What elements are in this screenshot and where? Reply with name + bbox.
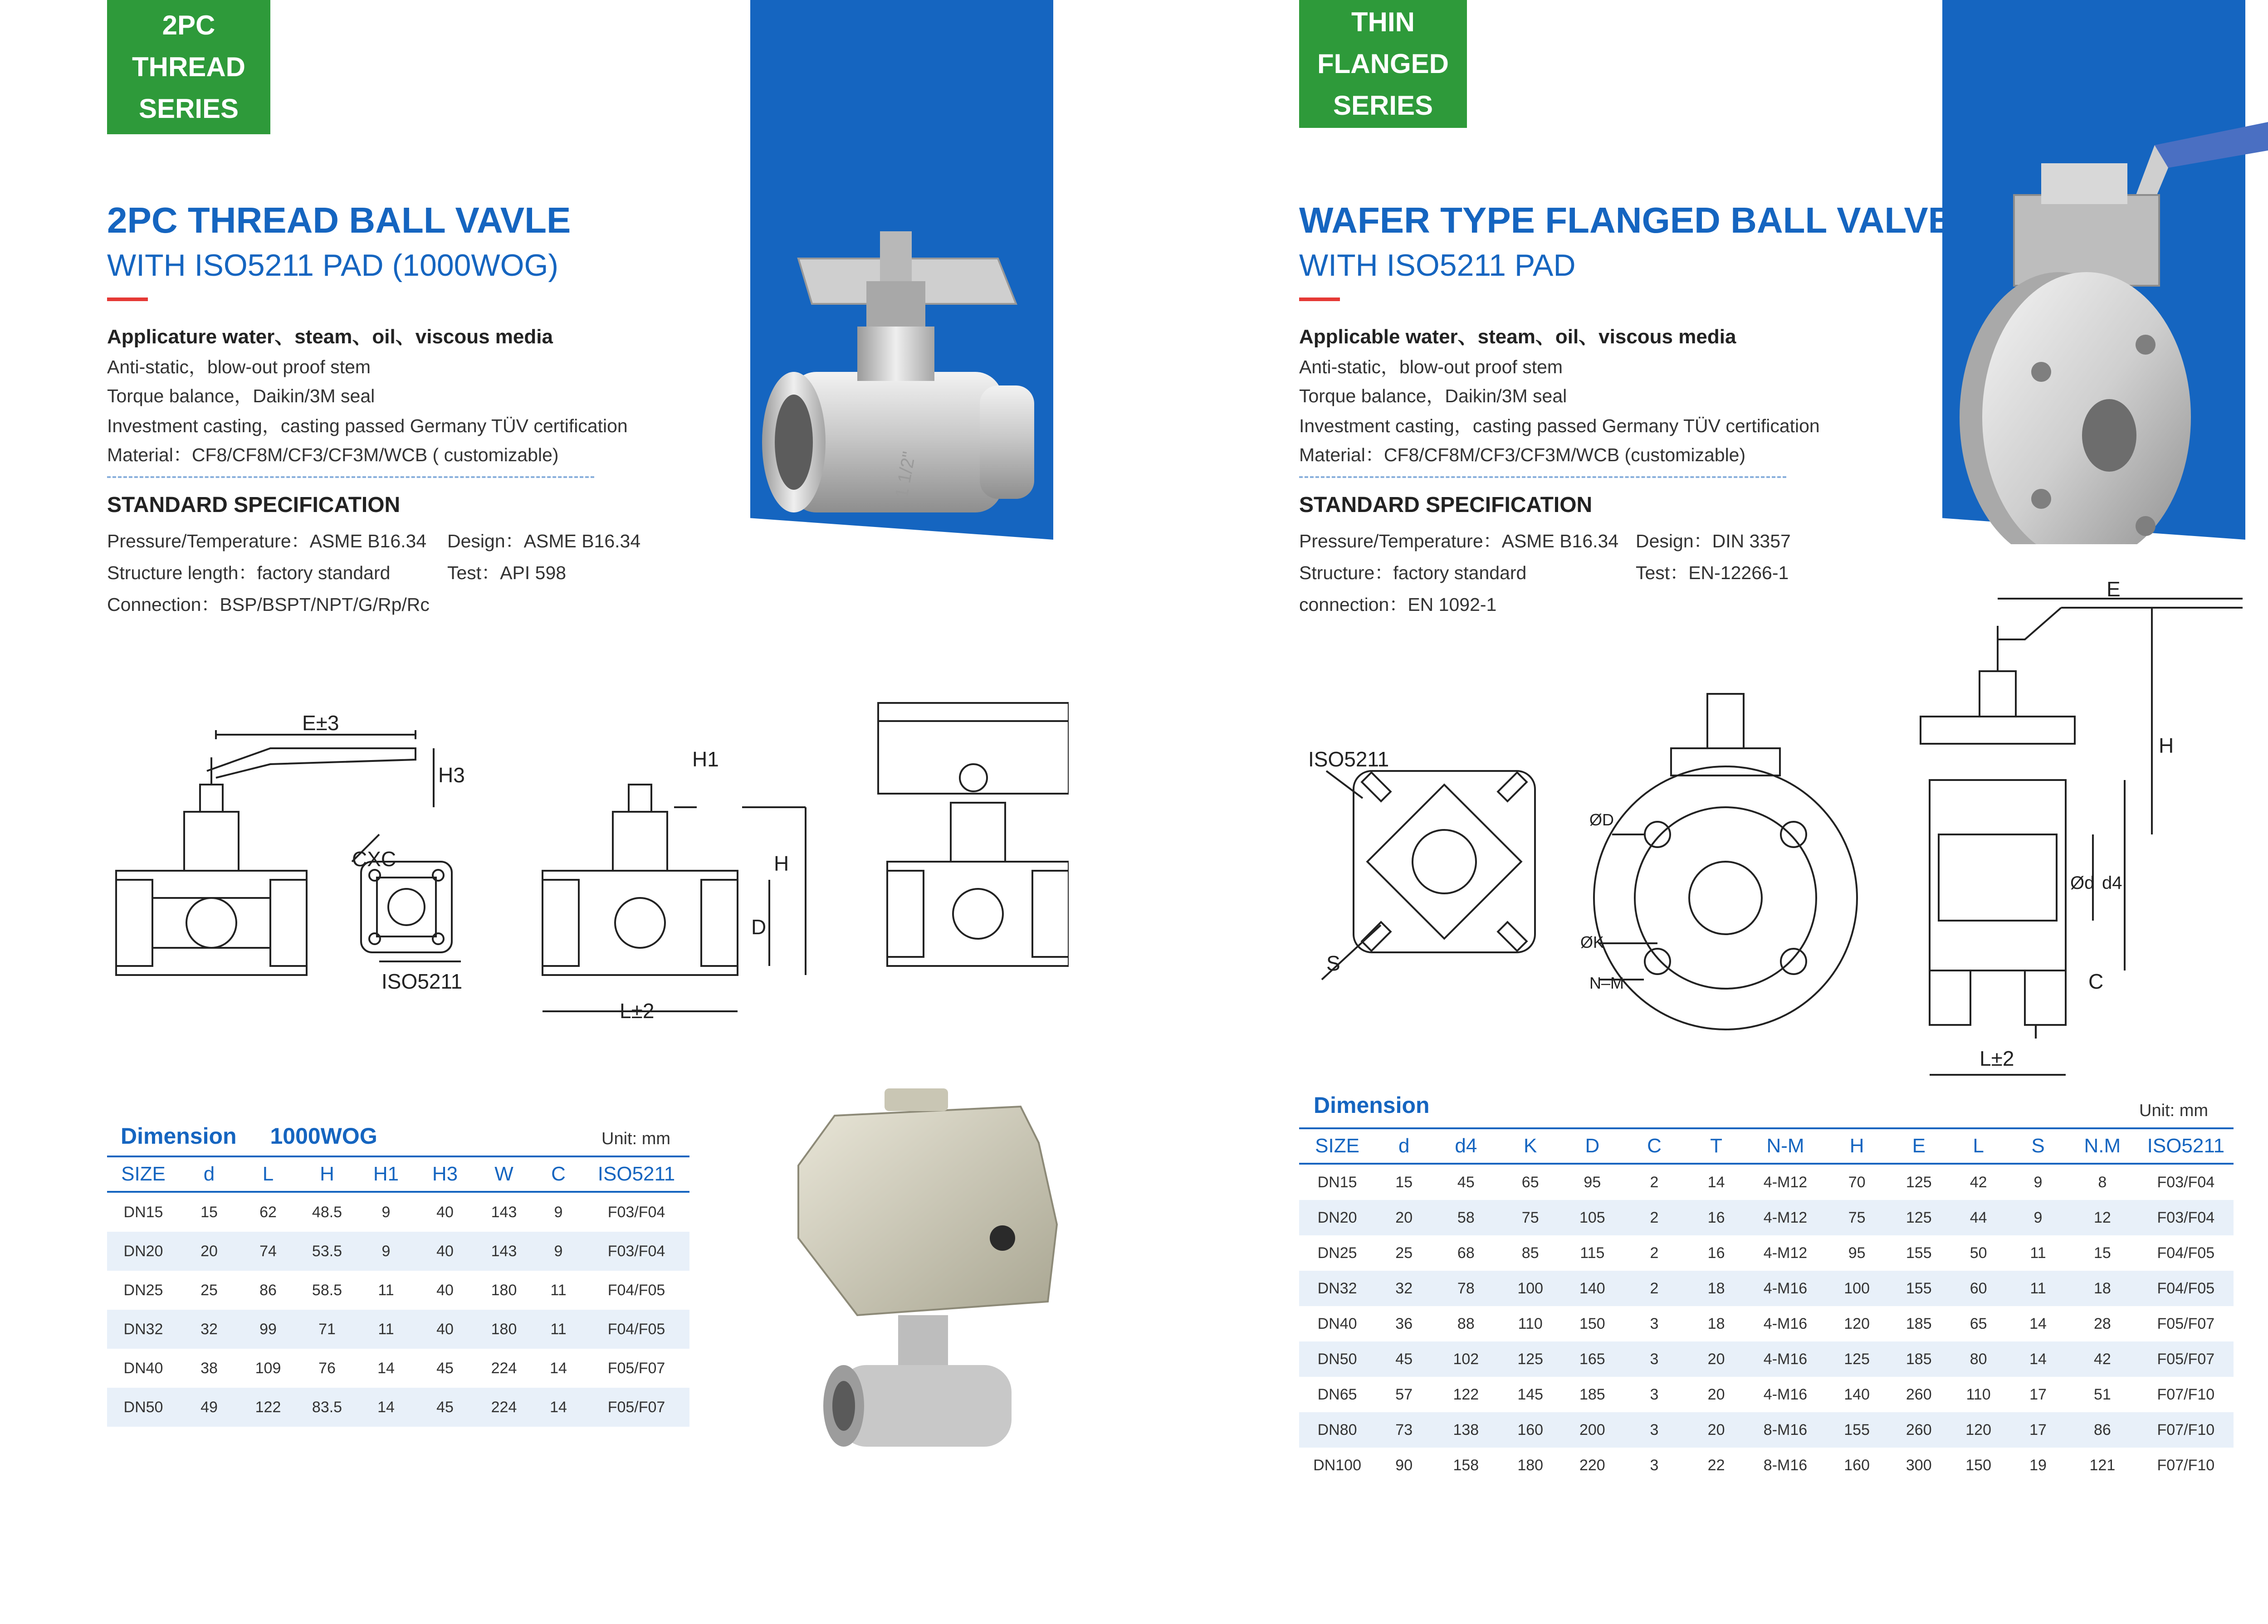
table-cell: 14 [2009,1341,2067,1377]
left-title: 2PC THREAD BALL VAVLE [107,200,571,240]
dim-label-l-right: L±2 [1980,1047,2014,1070]
table-cell: 4-M12 [1747,1200,1823,1235]
table-cell: DN40 [1317,1315,1357,1332]
table-cell: 2 [1623,1271,1686,1306]
table-cell: 83.5 [298,1388,357,1427]
dim-label-nm: N–M [1589,974,1624,992]
right-series-tag-line2: SERIES [1333,90,1433,121]
table-cell: 11 [533,1310,583,1349]
table-cell: 90 [1395,1456,1413,1474]
table-cell: 11 [2030,1244,2046,1262]
table-cell: 14 [357,1388,415,1427]
dim-label-l: L±2 [620,999,655,1023]
table-cell: 121 [2089,1456,2116,1474]
svg-text:1 1/2": 1 1/2" [891,450,919,500]
table-cell: 165 [1561,1341,1623,1377]
table-cell: 75 [1823,1200,1890,1235]
table-row [1299,1341,2234,1377]
wafer-valve-product-image [1955,91,2268,544]
left-series-tag [107,0,270,134]
table-cell: 20 [1375,1200,1432,1235]
table-cell: 8-M16 [1763,1456,1808,1474]
table-cell: 22 [1707,1456,1725,1474]
left-spec-1b: Design：ASME B16.34 [447,531,641,551]
table-cell: 14 [377,1359,395,1377]
table-cell: DN32 [1299,1271,1375,1306]
right-col-header: T [1685,1128,1747,1164]
table-cell: 4-M12 [1763,1244,1808,1262]
table-cell: 18 [2067,1271,2138,1306]
table-cell: 44 [1947,1200,2009,1235]
table-cell: 200 [1561,1412,1623,1448]
right-col-header: C [1623,1128,1686,1164]
table-cell: DN50 [107,1388,180,1427]
table-cell: 49 [180,1388,239,1427]
table-row [107,1388,689,1427]
table-cell: 15 [1395,1173,1413,1191]
table-cell: 62 [259,1203,277,1221]
table-cell: 11 [550,1281,567,1299]
table-cell: 100 [1499,1271,1561,1306]
table-cell: 110 [1966,1385,1991,1403]
table-cell: 14 [2029,1315,2047,1332]
dim-label-d: D [751,915,767,939]
dim-label-e: E±3 [302,711,339,735]
table-cell: 32 [180,1310,239,1349]
right-series-tag-line1: THIN FLANGED [1317,7,1449,79]
table-cell: 38 [200,1359,218,1377]
table-cell: F04/F05 [607,1281,665,1299]
table-cell: 2 [1623,1200,1686,1235]
table-cell: 2 [1650,1173,1659,1191]
table-cell: 105 [1561,1200,1623,1235]
table-cell: 99 [239,1310,298,1349]
table-cell: 100 [1823,1271,1890,1306]
left-col-header: H1 [357,1156,415,1192]
left-spec-1a: Pressure/Temperature：ASME B16.34 [107,531,427,551]
right-series-tag [1299,0,1467,128]
left-spec-heading: STANDARD SPECIFICATION [107,493,401,517]
left-dimension-table [107,1156,689,1427]
table-cell: 125 [1906,1173,1932,1191]
right-col-header: N-M [1747,1128,1823,1164]
table-cell: 3 [1650,1456,1659,1474]
left-feature-3: Investment casting，casting passed Germany TÜV certification [107,415,628,436]
left-spec-2a: Structure length：factory standard [107,562,391,583]
right-col-header: K [1499,1128,1561,1164]
table-cell: 185 [1579,1385,1605,1403]
table-cell: 17 [2009,1412,2067,1448]
table-cell: 95 [1584,1173,1601,1191]
table-cell: 9 [357,1232,415,1271]
table-cell: 20 [180,1232,239,1271]
table-cell: F04/F05 [2157,1244,2215,1262]
right-spec-3a: connection：EN 1092-1 [1299,594,1497,615]
table-cell: 65 [1521,1173,1539,1191]
right-unit-label: Unit: mm [2139,1101,2208,1120]
left-series-tag-line2: SERIES [138,93,239,124]
table-cell: 180 [491,1281,517,1299]
table-cell: 224 [474,1388,533,1427]
table-row [107,1349,689,1388]
table-cell: 125 [1499,1341,1561,1377]
left-feature-2: Torque balance，Daikin/3M seal [107,385,375,406]
table-row [1299,1412,2234,1448]
table-cell: 150 [1579,1315,1605,1332]
table-cell: 48.5 [312,1203,342,1221]
table-cell: 25 [1395,1244,1413,1262]
table-cell: 42 [1970,1173,1987,1191]
table-cell: 120 [1844,1315,1870,1332]
table-cell: 74 [239,1232,298,1271]
left-spec-2b: Test：API 598 [447,562,567,583]
ball-valve-product-image [744,218,1070,562]
table-cell: DN100 [1313,1456,1361,1474]
right-subtitle: WITH ISO5211 PAD [1299,248,1576,283]
table-cell: 2 [1650,1244,1659,1262]
table-row [107,1232,689,1271]
dim-label-od-small: Ød [2070,873,2095,893]
dim-label-s: S [1326,951,1340,975]
table-cell: 12 [2067,1200,2138,1235]
left-subtitle: WITH ISO5211 PAD (1000WOG) [107,248,559,283]
table-cell: 45 [1375,1341,1432,1377]
table-cell: 45 [436,1359,454,1377]
table-cell: 143 [474,1232,533,1271]
table-cell: 224 [491,1359,517,1377]
left-col-header: L [239,1156,298,1192]
table-cell: 115 [1580,1244,1605,1262]
table-cell: 125 [1890,1200,1947,1235]
right-col-header: E [1890,1128,1947,1164]
dim-label-iso-right: ISO5211 [1308,747,1389,771]
right-feature-4: Material：CF8/CF8M/CF3/CF3M/WCB (customizable) [1299,444,1746,465]
right-col-header: ISO5211 [2138,1128,2234,1164]
table-cell: 4-M16 [1747,1341,1823,1377]
table-cell: F05/F07 [2138,1341,2234,1377]
table-cell: 95 [1848,1244,1866,1262]
table-row [1299,1377,2234,1412]
table-cell: 140 [1844,1385,1870,1403]
left-col-header: H [298,1156,357,1192]
dim-label-h: H [774,852,789,875]
table-cell: 28 [2093,1315,2111,1332]
right-spec-heading: STANDARD SPECIFICATION [1299,493,1593,517]
table-cell: 120 [1947,1412,2009,1448]
table-cell: DN15 [123,1203,163,1221]
table-cell: 78 [1432,1271,1499,1306]
table-cell: 9 [533,1232,583,1271]
table-cell: DN50 [1299,1341,1375,1377]
dim-label-c: C [2088,970,2104,993]
table-cell: 65 [1970,1315,1987,1332]
table-cell: 50 [1970,1244,1987,1262]
table-cell: F07/F10 [2157,1385,2215,1403]
table-cell: 220 [1579,1456,1605,1474]
right-col-header: L [1947,1128,2009,1164]
table-cell: 3 [1650,1315,1659,1332]
table-cell: 20 [1685,1341,1747,1377]
right-spec-1b: Design：DIN 3357 [1636,531,1791,551]
table-cell: 25 [200,1281,218,1299]
dim-label-t: T [2029,1019,2043,1043]
table-cell: 110 [1518,1315,1543,1332]
left-features-heading: Applicature water、steam、oil、viscous media [107,326,553,348]
right-spec-2b: Test：EN-12266-1 [1636,562,1789,583]
left-col-header: H3 [415,1156,474,1192]
table-cell: F04/F05 [2138,1271,2234,1306]
table-cell: 40 [415,1310,474,1349]
left-feature-1: Anti-static，blow-out proof stem [107,356,371,377]
right-spec-1a: Pressure/Temperature：ASME B16.34 [1299,531,1619,551]
table-cell: 18 [1685,1271,1747,1306]
right-col-header: d4 [1432,1128,1499,1164]
table-cell: 68 [1457,1244,1475,1262]
table-row [1299,1164,2234,1200]
table-cell: DN32 [107,1310,180,1349]
table-cell: 9 [381,1203,391,1221]
table-row [1299,1200,2234,1235]
table-row [107,1192,689,1232]
table-cell: 260 [1890,1412,1947,1448]
table-cell: 14 [550,1359,567,1377]
table-cell: 150 [1965,1456,1991,1474]
right-spec-2a: Structure：factory standard [1299,562,1527,583]
left-accent-line [107,297,148,301]
table-cell: 76 [318,1359,336,1377]
table-cell: 102 [1432,1341,1499,1377]
table-cell: 75 [1499,1200,1561,1235]
table-cell: 9 [554,1203,563,1221]
table-cell: 158 [1453,1456,1479,1474]
table-cell: 155 [1906,1244,1932,1262]
left-unit-label: Unit: mm [601,1129,670,1148]
table-row [107,1271,689,1310]
right-title: WAFER TYPE FLANGED BALL VALVE [1299,200,1953,240]
dim-label-ok: ØK [1580,933,1604,951]
table-cell: 42 [2067,1341,2138,1377]
left-dimension-heading [121,1123,377,1149]
table-cell: 36 [1395,1315,1413,1332]
table-cell: 45 [1457,1173,1475,1191]
table-cell: 3 [1623,1341,1686,1377]
table-cell: 9 [2033,1173,2043,1191]
table-cell: DN20 [107,1232,180,1271]
left-dimension-title: Dimension [121,1123,237,1149]
table-cell: 15 [2093,1244,2111,1262]
right-feature-2: Torque balance，Daikin/3M seal [1299,385,1567,406]
right-dimension-table [1299,1127,2234,1483]
table-cell: 19 [2029,1456,2047,1474]
table-cell: 20 [1685,1412,1747,1448]
dim-label-h3: H3 [438,763,465,787]
right-col-header: S [2009,1128,2067,1164]
wafer-valve-technical-drawings [1299,580,2261,1088]
table-cell: 18 [1707,1315,1725,1332]
table-cell: DN25 [123,1281,163,1299]
table-cell: 3 [1623,1412,1686,1448]
left-spec-3a: Connection：BSP/BSPT/NPT/G/Rp/Rc [107,594,430,615]
table-cell: 140 [1561,1271,1623,1306]
dim-label-iso: ISO5211 [381,970,463,993]
table-cell: 122 [1453,1385,1479,1403]
table-cell: 86 [2067,1412,2138,1448]
table-cell: 3 [1650,1385,1659,1403]
table-cell: 60 [1947,1271,2009,1306]
table-cell: DN80 [1299,1412,1375,1448]
table-cell: 8-M16 [1747,1412,1823,1448]
table-cell: 125 [1823,1341,1890,1377]
table-cell: 51 [2093,1385,2111,1403]
dim-label-h-right: H [2159,734,2174,757]
right-features-heading: Applicable water、steam、oil、viscous media [1299,326,1736,348]
left-col-header: d [180,1156,239,1192]
dim-label-d4: d4 [2102,873,2122,893]
table-cell: 16 [1707,1244,1725,1262]
right-divider [1299,476,1786,478]
left-series-tag-line1: 2PC THREAD [132,10,245,82]
table-cell: 11 [357,1310,415,1349]
table-cell: 73 [1375,1412,1432,1448]
left-dimension-pressure: 1000WOG [270,1123,377,1149]
right-dimension-heading: Dimension [1314,1092,1430,1118]
table-cell: 15 [200,1203,218,1221]
table-cell: 16 [1685,1200,1747,1235]
table-cell: 4-M16 [1747,1271,1823,1306]
right-accent-line [1299,297,1340,301]
table-row [1299,1235,2234,1271]
table-cell: 85 [1521,1244,1539,1262]
table-cell: 109 [255,1359,281,1377]
table-cell: F03/F04 [607,1203,665,1221]
table-cell: 70 [1848,1173,1866,1191]
table-cell: 40 [436,1281,454,1299]
left-col-header: SIZE [107,1156,180,1192]
table-cell: 8 [2098,1173,2107,1191]
table-cell: DN15 [1317,1173,1357,1191]
table-row [1299,1306,2234,1341]
thread-valve-technical-drawings [107,680,1069,1043]
table-row [1299,1271,2234,1306]
table-cell: 4-M16 [1763,1315,1808,1332]
table-cell: 32 [1375,1271,1432,1306]
table-cell: DN20 [1299,1200,1375,1235]
table-cell: 185 [1890,1341,1947,1377]
table-cell: F03/F04 [2157,1173,2215,1191]
table-cell: 4-M12 [1763,1173,1808,1191]
table-cell: 9 [2009,1200,2067,1235]
table-cell: F03/F04 [2138,1200,2234,1235]
table-cell: 145 [1517,1385,1544,1403]
table-cell: 122 [239,1388,298,1427]
table-cell: F05/F07 [2157,1315,2215,1332]
table-cell: 180 [474,1310,533,1349]
table-cell: 86 [259,1281,277,1299]
table-cell: F04/F05 [583,1310,689,1349]
table-cell: F07/F10 [2157,1456,2215,1474]
table-cell: 185 [1906,1315,1932,1332]
table-cell: 40 [415,1232,474,1271]
right-col-header: H [1823,1128,1890,1164]
table-row [107,1310,689,1349]
right-feature-1: Anti-static，blow-out proof stem [1299,356,1563,377]
table-cell: 88 [1457,1315,1475,1332]
electric-actuator-valve-image [767,1088,1084,1469]
dim-label-cxc: CXC [352,847,396,871]
table-cell: 155 [1890,1271,1947,1306]
table-row [1299,1448,2234,1483]
table-cell: DN40 [123,1359,163,1377]
table-cell: 53.5 [298,1232,357,1271]
left-col-header: C [533,1156,583,1192]
table-cell: 58.5 [312,1281,342,1299]
right-col-header: D [1561,1128,1623,1164]
right-col-header: N.M [2067,1128,2138,1164]
table-cell: 58 [1432,1200,1499,1235]
table-cell: 11 [378,1281,394,1299]
table-cell: 80 [1947,1341,2009,1377]
dim-label-e-right: E [2107,580,2121,601]
table-cell: 11 [2009,1271,2067,1306]
dim-label-od: ØD [1589,810,1614,829]
table-cell: 40 [436,1203,454,1221]
table-cell: 143 [491,1203,517,1221]
table-cell: 4-M16 [1763,1385,1808,1403]
table-cell: 45 [415,1388,474,1427]
table-cell: 14 [533,1388,583,1427]
right-col-header: d [1375,1128,1432,1164]
table-cell: 20 [1707,1385,1725,1403]
table-cell: 138 [1432,1412,1499,1448]
table-cell: F07/F10 [2138,1412,2234,1448]
left-col-header: W [474,1156,533,1192]
table-cell: DN25 [1317,1244,1357,1262]
table-cell: 57 [1395,1385,1413,1403]
table-cell: 71 [298,1310,357,1349]
table-cell: 160 [1844,1456,1870,1474]
left-col-header: ISO5211 [583,1156,689,1192]
table-cell: F05/F07 [583,1388,689,1427]
table-cell: F03/F04 [583,1232,689,1271]
table-cell: 300 [1906,1456,1932,1474]
right-col-header: SIZE [1299,1128,1375,1164]
dim-label-h1: H1 [692,747,719,771]
table-cell: DN65 [1317,1385,1357,1403]
table-cell: F05/F07 [607,1359,665,1377]
table-cell: 180 [1517,1456,1544,1474]
table-cell: 260 [1906,1385,1932,1403]
right-feature-3: Investment casting，casting passed Germany TÜV certification [1299,415,1820,436]
table-cell: 160 [1499,1412,1561,1448]
table-cell: 14 [1707,1173,1725,1191]
left-feature-4: Material：CF8/CF8M/CF3/CF3M/WCB ( customizable) [107,444,559,465]
left-divider [107,476,594,478]
table-cell: 155 [1823,1412,1890,1448]
table-cell: 17 [2029,1385,2047,1403]
